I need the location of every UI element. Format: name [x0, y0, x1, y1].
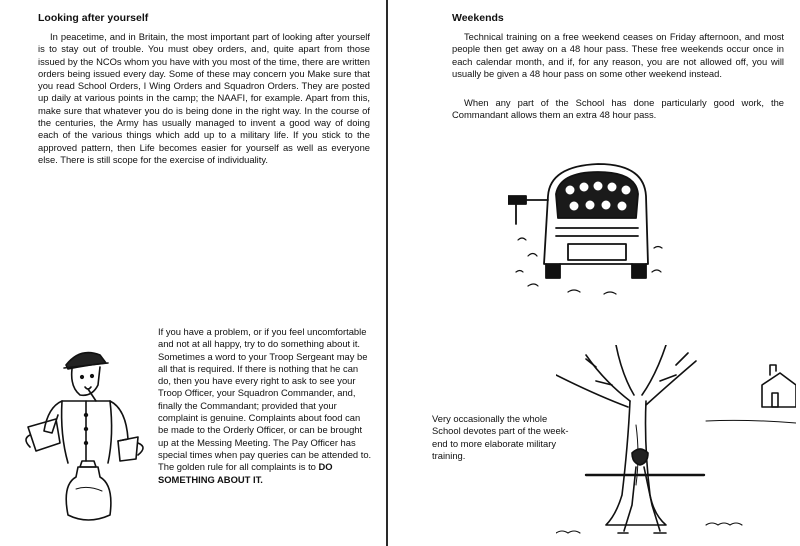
heading-looking-after-yourself: Looking after yourself [38, 12, 149, 24]
paragraph-extra-pass: When any part of the School has done particularly good work, the Commandant allows them an extra 48 hour pass. [452, 97, 784, 121]
left-page [0, 0, 388, 546]
paragraph-problems [158, 326, 372, 486]
paragraph-military-training: Very occasionally the whole School devotes part of the week-end to more elaborate military training. [432, 413, 574, 462]
paragraph-problems-text: If you have a problem, or if you feel uncomfortable and not at all happy, try to do something about it. Sometimes a word to your Troop Sergeant may be all that is required. If there is nothing that he can do, then you have every right to ask to see your Troop Officer, your Squadron Commander, and, finally the Commandant; provided that your complaint is genuine. Complaints about food can be made to the Orderly Officer, or can be brought up at the Messing Meeting. The Pay Officer has special times when pay queries can be attended to. The golden rule for all complaints is to [158, 326, 372, 473]
do-something-emphasis: DO SOMETHING ABOUT IT. [158, 461, 333, 485]
paragraph-weekends: Technical training on a free weekend ceases on Friday afternoon, and most people then get away on a 48 hour pass. These free weekends occur once in each calendar month, and if, for any reason, you are not allowed off, you will usually be given a 48 hour pass on some other weekend instead. [452, 31, 784, 79]
soldier-illustration [18, 335, 153, 535]
right-page [390, 0, 800, 546]
heading-weekends: Weekends [452, 12, 504, 24]
paragraph-looking-after-yourself: In peacetime, and in Britain, the most important part of looking after yourself is to stay out of trouble. You must obey orders, and, quite apart from those issued by the NCOs whom you have with you most of the time, there are written orders being issued every day. Some of these may concern you Make sure that you read School Orders, I Wing Orders and Squadron Orders. They are posted up daily at various points in the camp; the NAAFI, for example. Apart from this, make sure that whatever you do is being done in the right way. In the course of the centuries, the Army has usually managed to invent a good way of doing each of the various things which add up to a military life. If you stick to the approved pattern, then Life becomes easier for yourself as well as everyone else. There is still scope for the exercise of individuality. [38, 31, 370, 165]
tree-soldier-illustration [556, 345, 796, 540]
bus-illustration [508, 160, 668, 308]
